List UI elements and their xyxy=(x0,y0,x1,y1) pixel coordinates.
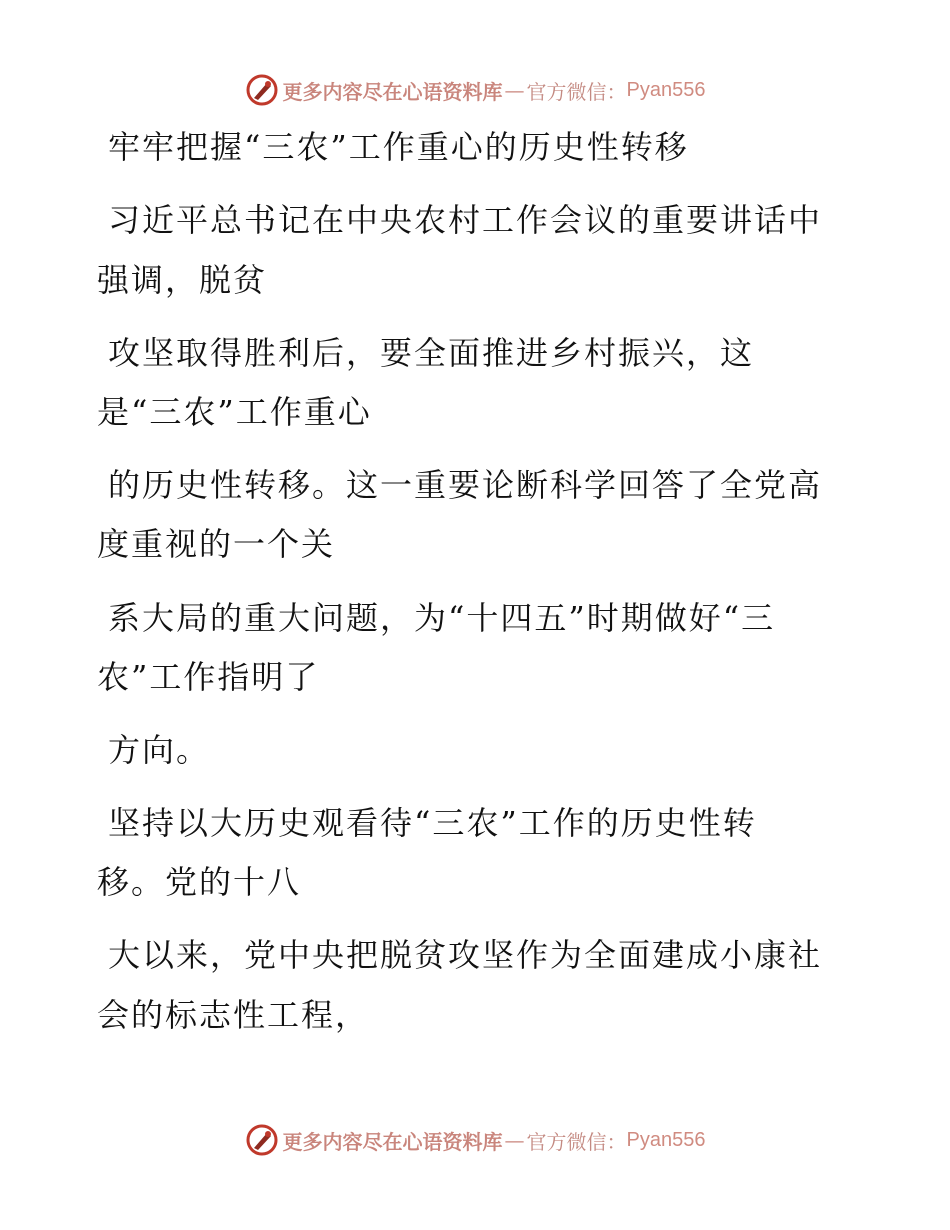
paragraph-line: 农”工作指明了 xyxy=(97,658,320,696)
banner-text: 更多内容尽在心语资料库 xyxy=(282,1129,503,1154)
paragraph-line: 会的标志性工程， xyxy=(97,996,370,1034)
banner-dash: — xyxy=(504,78,525,102)
document-title: 牢牢把握“三农”工作重心的历史性转移 xyxy=(108,128,689,166)
paragraph-line: 坚持以大历史观看待“三农”工作的历史性转 xyxy=(108,804,757,842)
banner-text: 更多内容尽在心语资料库 xyxy=(282,79,503,104)
footer-banner xyxy=(0,1120,950,1160)
pen-logo-icon xyxy=(245,73,279,107)
header-banner xyxy=(0,70,950,110)
paragraph-line: 的历史性转移。这一重要论断科学回答了全党高 xyxy=(108,466,823,504)
paragraph-line: 大以来，党中央把脱贫攻坚作为全面建成小康社 xyxy=(108,936,823,974)
paragraph-line: 习近平总书记在中央农村工作会议的重要讲话中 xyxy=(108,201,823,239)
banner-dash: — xyxy=(504,1128,525,1152)
wechat-id: Pyan556 xyxy=(626,78,706,101)
paragraph-line: 度重视的一个关 xyxy=(97,525,336,563)
wechat-id: Pyan556 xyxy=(626,1128,706,1151)
paragraph-line: 方向。 xyxy=(108,731,211,769)
official-label: 官方微信： xyxy=(526,1129,627,1154)
paragraph-line: 攻坚取得胜利后，要全面推进乡村振兴，这 xyxy=(108,334,755,372)
paragraph-line: 强调，脱贫 xyxy=(97,261,268,299)
paragraph-line: 是“三农”工作重心 xyxy=(97,393,372,431)
pen-logo-icon xyxy=(245,1123,279,1157)
official-label: 官方微信： xyxy=(526,79,627,104)
paragraph-line: 移。党的十八 xyxy=(97,863,302,901)
paragraph-line: 系大局的重大问题，为“十四五”时期做好“三 xyxy=(108,599,776,637)
